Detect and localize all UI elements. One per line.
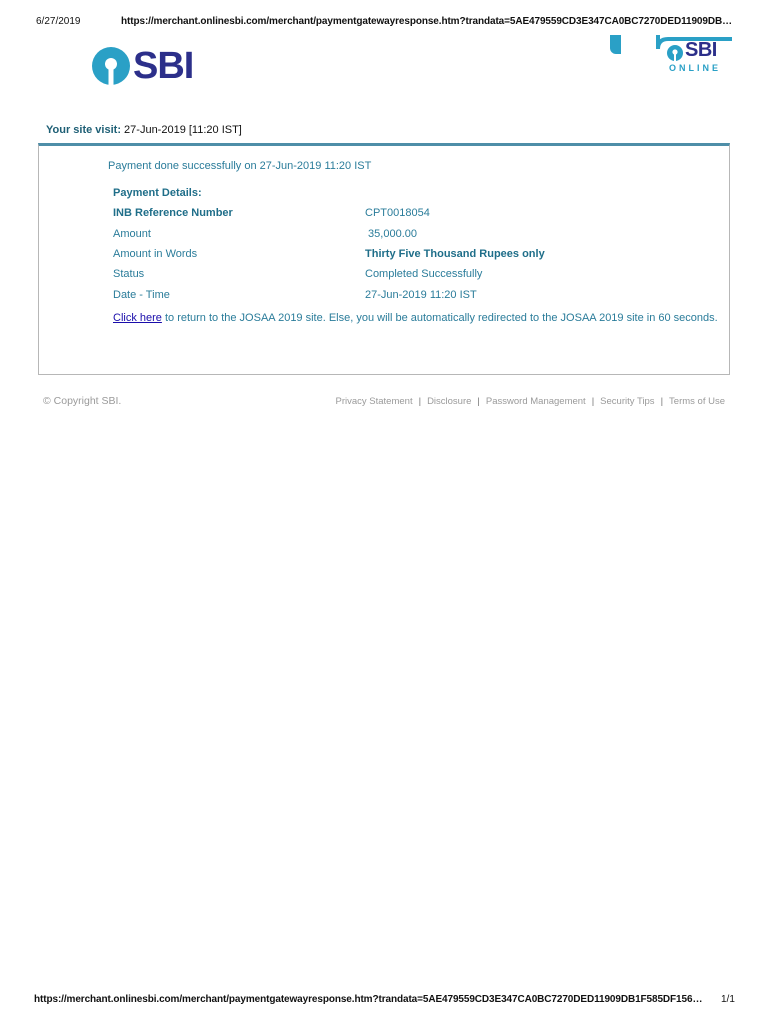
separator: | [477, 396, 480, 407]
print-url: https://merchant.onlinesbi.com/merchant/paymentgatewayresponse.htm?trandata=5AE479559CD3E347CA0BC7270DED11909DB… [121, 16, 732, 27]
privacy-statement-link[interactable]: Privacy Statement [335, 396, 413, 407]
sbi-online-logo-text: SBI [685, 39, 717, 61]
site-visit-value: 27-Jun-2019 [11:20 IST] [124, 124, 242, 136]
password-management-link[interactable]: Password Management [485, 396, 586, 407]
site-visit-label: Your site visit: [46, 124, 121, 136]
payment-panel [38, 143, 730, 375]
separator: | [660, 396, 664, 407]
security-tips-link[interactable]: Security Tips [600, 396, 655, 407]
print-footer-url: https://merchant.onlinesbi.com/merchant/paymentgatewayresponse.htm?trandata=5AE479559CD3E347CA0BC7270DED11909DB1F585DF156… [34, 994, 703, 1005]
sbi-keyhole-icon [91, 46, 131, 86]
disclosure-link[interactable]: Disclosure [427, 396, 472, 407]
separator: | [418, 396, 422, 407]
sbi-logo[interactable] [91, 46, 193, 86]
detail-value: 35,000.00 [365, 228, 417, 240]
detail-key: Amount in Words [113, 248, 198, 260]
detail-value: CPT0018054 [365, 207, 430, 219]
detail-key: Amount [113, 228, 151, 240]
terms-of-use-link[interactable]: Terms of Use [669, 396, 725, 407]
copyright: © Copyright SBI. [43, 395, 122, 407]
site-visit [46, 124, 242, 136]
detail-key: Status [113, 268, 145, 280]
detail-value: Thirty Five Thousand Rupees only [365, 248, 545, 260]
return-link[interactable]: Click here [113, 312, 162, 324]
print-date: 6/27/2019 [36, 16, 81, 27]
footer-links [336, 396, 726, 407]
redirect-message [113, 312, 718, 324]
sbi-online-label: ONLINE [669, 63, 722, 73]
sbi-online-logo[interactable] [656, 35, 732, 75]
success-message: Payment done successfully on 27-Jun-2019 11:20 IST [108, 160, 372, 172]
redirect-text: to return to the JOSAA 2019 site. Else, you will be automatically redirected to the JOSAA 2019 site in 60 seconds. [161, 312, 718, 324]
detail-key: Date - Time [113, 289, 170, 301]
separator: | [591, 396, 595, 407]
detail-key: INB Reference Number [113, 207, 233, 219]
header-accent-tab [610, 35, 621, 54]
sbi-logo-text: SBI [133, 44, 194, 87]
detail-value: 27-Jun-2019 11:20 IST [365, 289, 477, 301]
detail-value: Completed Successfully [365, 268, 483, 280]
page-number: 1/1 [721, 994, 735, 1005]
details-title: Payment Details: [113, 187, 202, 199]
